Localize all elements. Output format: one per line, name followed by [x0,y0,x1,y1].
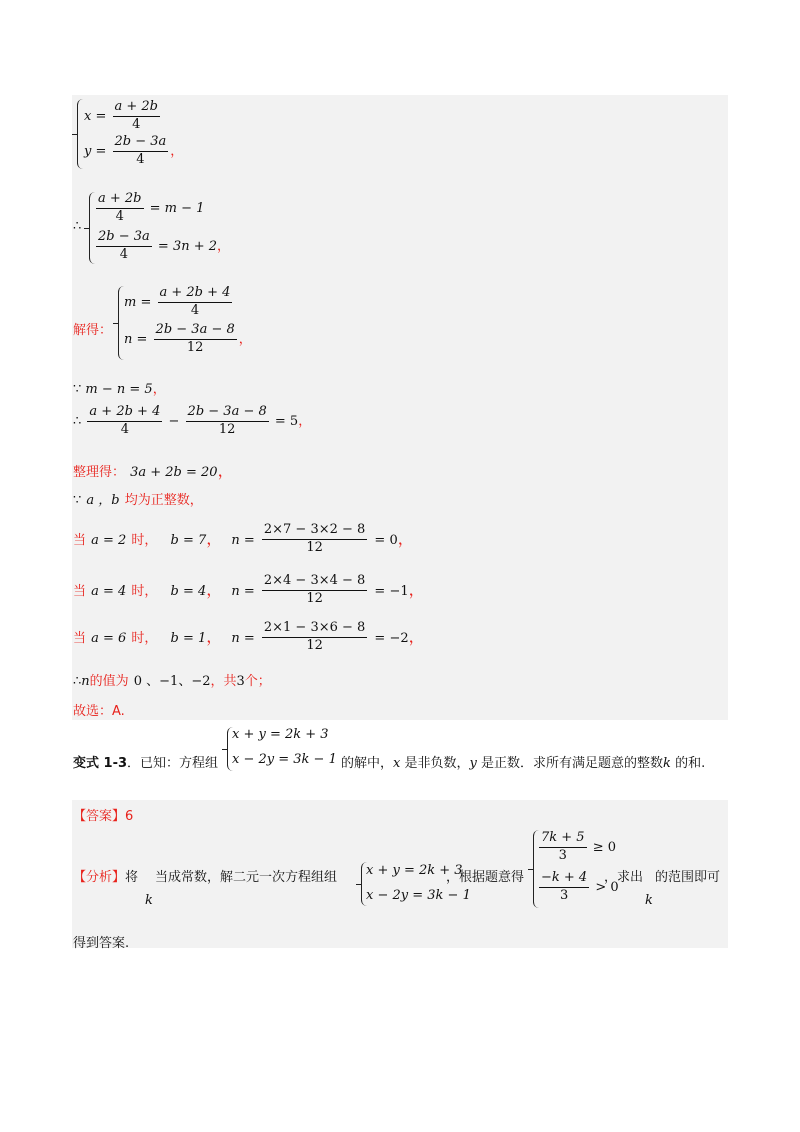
sys2-row-2: $\frac{2b - 3a}{4}$ = 3n + 2， [98,229,231,262]
therefore-symbol: ∴ [73,219,82,234]
sys2-row-1: $\frac{a + 2b}{4}$ = m − 1 [98,191,205,224]
sys3-row-m: m = $\frac{a + 2b + 4}{4}$ [124,285,231,318]
analysis-text-2: 当成常数，解二元一次方程组组 [155,870,338,885]
eq5-line: ∴ $\frac{a + 2b + 4}{4}$ − $\frac{2b - 3a - 8}{12}$ = 5， [73,404,312,437]
analysis-text-4: ，求出 [604,870,644,885]
n-values-line: ∴n的值为 0 、−1、−2，共3个； [73,674,271,689]
sys1-row-y: y = $\frac{2b - 3a}{4}$ ， [84,134,184,167]
case-3: 当 a = 6 时， b = 1， n = $\frac{2\times 1 - 3\times 6 - 8}{12}$ = −2， [73,620,425,653]
analysis-eq2: x − 2y = 3k − 1 [366,888,471,903]
jiede-label: 解得： [73,323,113,338]
variant-question: 变式 1-3．已知：方程组 [73,756,219,771]
ineq-2: $\frac{-k + 4}{3}$ > 0 [541,870,619,903]
analysis-k: k [145,893,153,908]
answer-label: 【答案】6 [73,809,134,824]
analysis-text-6: 得到答案. [73,936,130,951]
variant-question-rest: 的解中，x 是非负数，y 是正数．求所有满足题意的整数k 的和. [341,756,706,771]
sys1-row-x: x = $\frac{a + 2b}{4}$ [84,99,159,132]
ineq-1: $\frac{7k + 5}{3}$ ≥ 0 [541,830,617,863]
choose-answer: 故选：A. [73,704,125,719]
analysis-line: 【分析】将 [73,870,139,885]
analysis-text-3: ，根据题意得 [446,870,525,885]
variant-eq2: x − 2y = 3k − 1 [232,752,337,767]
analysis-k2: k [645,893,653,908]
mn-line: ∵ m − n = 5， [73,382,166,397]
brace-sys1 [77,99,83,169]
ab-line: ∵ a ，b 均为正整数， [73,493,203,508]
analysis-text-5: 的范围即可 [655,870,721,885]
zhengli-line: 整理得： 3a + 2b = 20， [73,461,234,480]
analysis-eq1: x + y = 2k + 3 [366,863,463,878]
sys3-row-n: n = $\frac{2b - 3a - 8}{12}$ ， [124,322,252,355]
case-2: 当 a = 4 时， b = 4， n = $\frac{2\times 4 - 3\times 4 - 8}{12}$ = −1， [73,573,425,606]
variant-eq1: x + y = 2k + 3 [232,727,329,742]
case-1: 当 a = 2 时， b = 7， n = $\frac{2\times 7 - 3\times 2 - 8}{12}$ = 0， [73,522,414,555]
